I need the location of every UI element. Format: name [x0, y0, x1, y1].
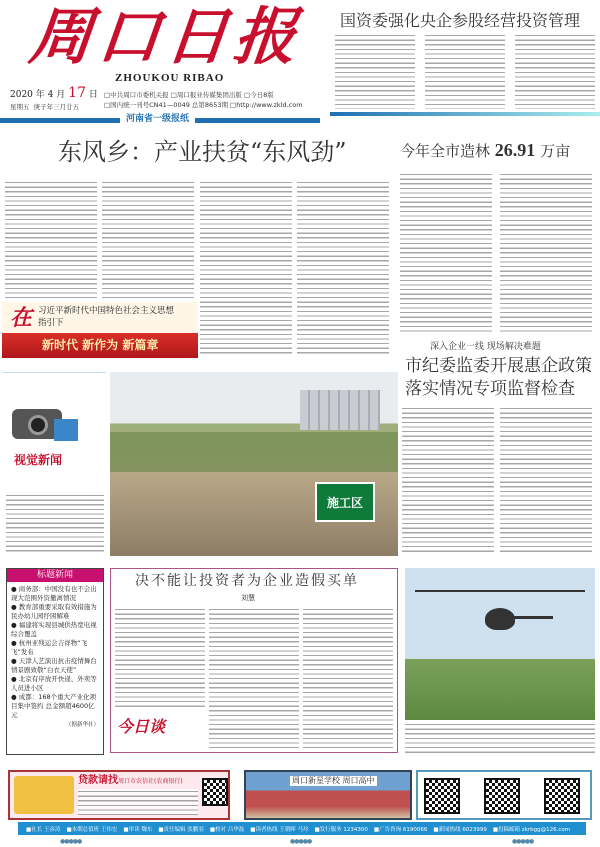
newspaper-logo: 周口日报	[26, 0, 306, 73]
banner-slogan: 新时代 新作为 新篇章	[42, 338, 159, 352]
theme-banner[interactable]	[2, 302, 198, 358]
article-text	[297, 180, 389, 356]
staff-footer	[18, 822, 586, 835]
headline-news-item[interactable]: ● 福建将实现县城供热宽电视综合覆盖	[11, 621, 97, 638]
construction-photo[interactable]	[110, 372, 398, 556]
month-unit: 月	[56, 90, 66, 100]
headline-news-item[interactable]: ● 天津人艺演出抗击疫情舞台情景剧致敬“白衣天使”	[11, 657, 97, 674]
banner-line1: 习近平新时代中国特色社会主义思想	[38, 306, 175, 316]
footer-item: ■责任编辑 张鹏羽	[158, 826, 204, 833]
article-text	[115, 607, 205, 707]
weekday: 星期五	[10, 103, 30, 111]
forest-headline-number: 26.91	[494, 140, 536, 160]
footer-item: ■发行服务 1234300	[314, 826, 368, 833]
tagline: 河南省一级报纸	[120, 114, 195, 125]
forest-headline-prefix: 今年全市造林	[400, 142, 491, 160]
photo-caption	[6, 493, 104, 555]
article-text	[500, 406, 592, 554]
headline-news-item[interactable]: ● 教育部重要采取有效措施为民办幼儿园纾困解难	[11, 603, 97, 620]
footer-item: ■本期总值班 王伟宏	[66, 826, 118, 833]
qr-code[interactable]	[484, 778, 520, 814]
color-register-marks: ●●●●●	[512, 838, 534, 845]
article-text	[102, 180, 194, 298]
editorial-author: 刘慧	[241, 594, 255, 602]
bank-card	[14, 776, 74, 814]
editorial-headline[interactable]: 决不能让投资者为企业造假买单	[135, 573, 359, 589]
issue-date	[10, 86, 98, 112]
article-text	[303, 607, 393, 749]
headline-news-item[interactable]: ● 商务部：中国没有也不会出现大范围外资撤离情况	[11, 585, 97, 602]
forest-headline-suffix: 万亩	[540, 142, 571, 160]
year: 2020	[10, 90, 33, 100]
discipline-kicker: 深入企业一线 现场解决难题	[430, 342, 541, 352]
headline-news-source: （据新华社）	[65, 722, 99, 728]
footer-item: ■读者热线 王朝晖 马玲	[250, 826, 309, 833]
day-unit: 日	[88, 90, 98, 100]
headline-news-item[interactable]: ● 杭州亚残运会吉祥物“飞飞”发布	[11, 639, 88, 656]
rotor	[415, 590, 585, 592]
color-register-marks: ●●●●●	[290, 838, 312, 845]
meta-group: □周口报业传媒集团出版	[170, 91, 242, 99]
helicopter	[485, 608, 515, 630]
footer-item: ■审读 魏东	[123, 826, 153, 833]
qr-ad	[416, 770, 592, 820]
editorial-column-logo: 今日谈	[117, 717, 166, 736]
newspaper-pinyin: ZHOUKOU RIBAO	[115, 72, 225, 84]
main-headline[interactable]: 东风乡：产业扶贫“东风劲”	[58, 138, 347, 166]
month: 4	[47, 90, 54, 100]
article-text	[400, 172, 492, 332]
headline-news-list	[11, 585, 99, 720]
discipline-headline-1[interactable]: 市纪委监委开展惠企政策	[405, 356, 592, 376]
meta-serial: □国内统一刊号CN41—0049 总第8653期	[104, 101, 228, 109]
discipline-headline-2[interactable]: 落实情况专项监督检查	[405, 379, 575, 399]
banner-prefix: 在	[10, 305, 33, 331]
lunar-date: 庚子年三月廿五	[33, 103, 80, 111]
article-text	[5, 180, 97, 298]
meta-website[interactable]: □http://www.zkld.com	[230, 101, 303, 109]
footer-item: ■新闻热线 6023999	[433, 826, 487, 833]
tail	[513, 616, 553, 619]
headline-news-box	[6, 568, 104, 755]
buildings	[300, 390, 380, 430]
article-text	[425, 33, 505, 109]
qr-code[interactable]	[424, 778, 460, 814]
footer-item: ■广告咨询 6190066	[373, 826, 428, 833]
article-text	[200, 180, 292, 356]
ad-text	[78, 789, 198, 815]
day: 17	[68, 85, 86, 101]
helicopter-photo[interactable]	[405, 568, 595, 720]
headline-news-item[interactable]: ● 北京有序放开快递、外卖等人员进小区	[11, 675, 97, 692]
qr-code[interactable]	[202, 778, 228, 806]
school-ad-title: 周口新星学校 周口高中	[292, 776, 375, 785]
article-text	[402, 406, 494, 554]
qr-code[interactable]	[544, 778, 580, 814]
school-ad[interactable]	[244, 770, 412, 820]
article-text	[209, 607, 299, 749]
meta-publisher: □中共周口市委机关报	[104, 91, 169, 99]
decor-square	[54, 419, 78, 441]
issue-meta	[104, 90, 330, 110]
editorial-box	[110, 568, 398, 753]
color-register-marks: ●●●●●	[60, 838, 82, 845]
footer-item: ■校对 吕华磊	[209, 826, 245, 833]
meta-pages: □今日8版	[243, 91, 274, 99]
headline-news-title: 标题新闻	[7, 569, 103, 582]
footer-item: ■社长 王彦涛	[26, 826, 61, 833]
bank-ad[interactable]	[8, 770, 230, 820]
forest-headline[interactable]	[400, 140, 570, 161]
article-text	[515, 33, 595, 109]
trees	[110, 432, 398, 472]
visual-news-label: 视觉新闻	[14, 453, 63, 467]
banner-line2: 指引下	[38, 318, 64, 328]
visual-news-column	[2, 372, 106, 557]
bank-ad-title: 贷款请找周口市农信社(农商银行)	[78, 775, 183, 786]
headline-news-item[interactable]: ● 成都：168个重大产业化项目集中签约 总金额超4600亿元	[11, 693, 97, 719]
construction-sign: 施工区	[315, 482, 375, 522]
article-text	[500, 172, 592, 332]
article-text	[335, 33, 415, 109]
top-right-headline[interactable]: 国资委强化央企参股经营投资管理	[340, 11, 581, 30]
footer-item[interactable]: ■投稿邮箱 zkrbgg@126.com	[492, 826, 571, 833]
year-unit: 年	[35, 90, 45, 100]
top-rule	[330, 112, 600, 116]
photo-caption	[405, 722, 595, 754]
